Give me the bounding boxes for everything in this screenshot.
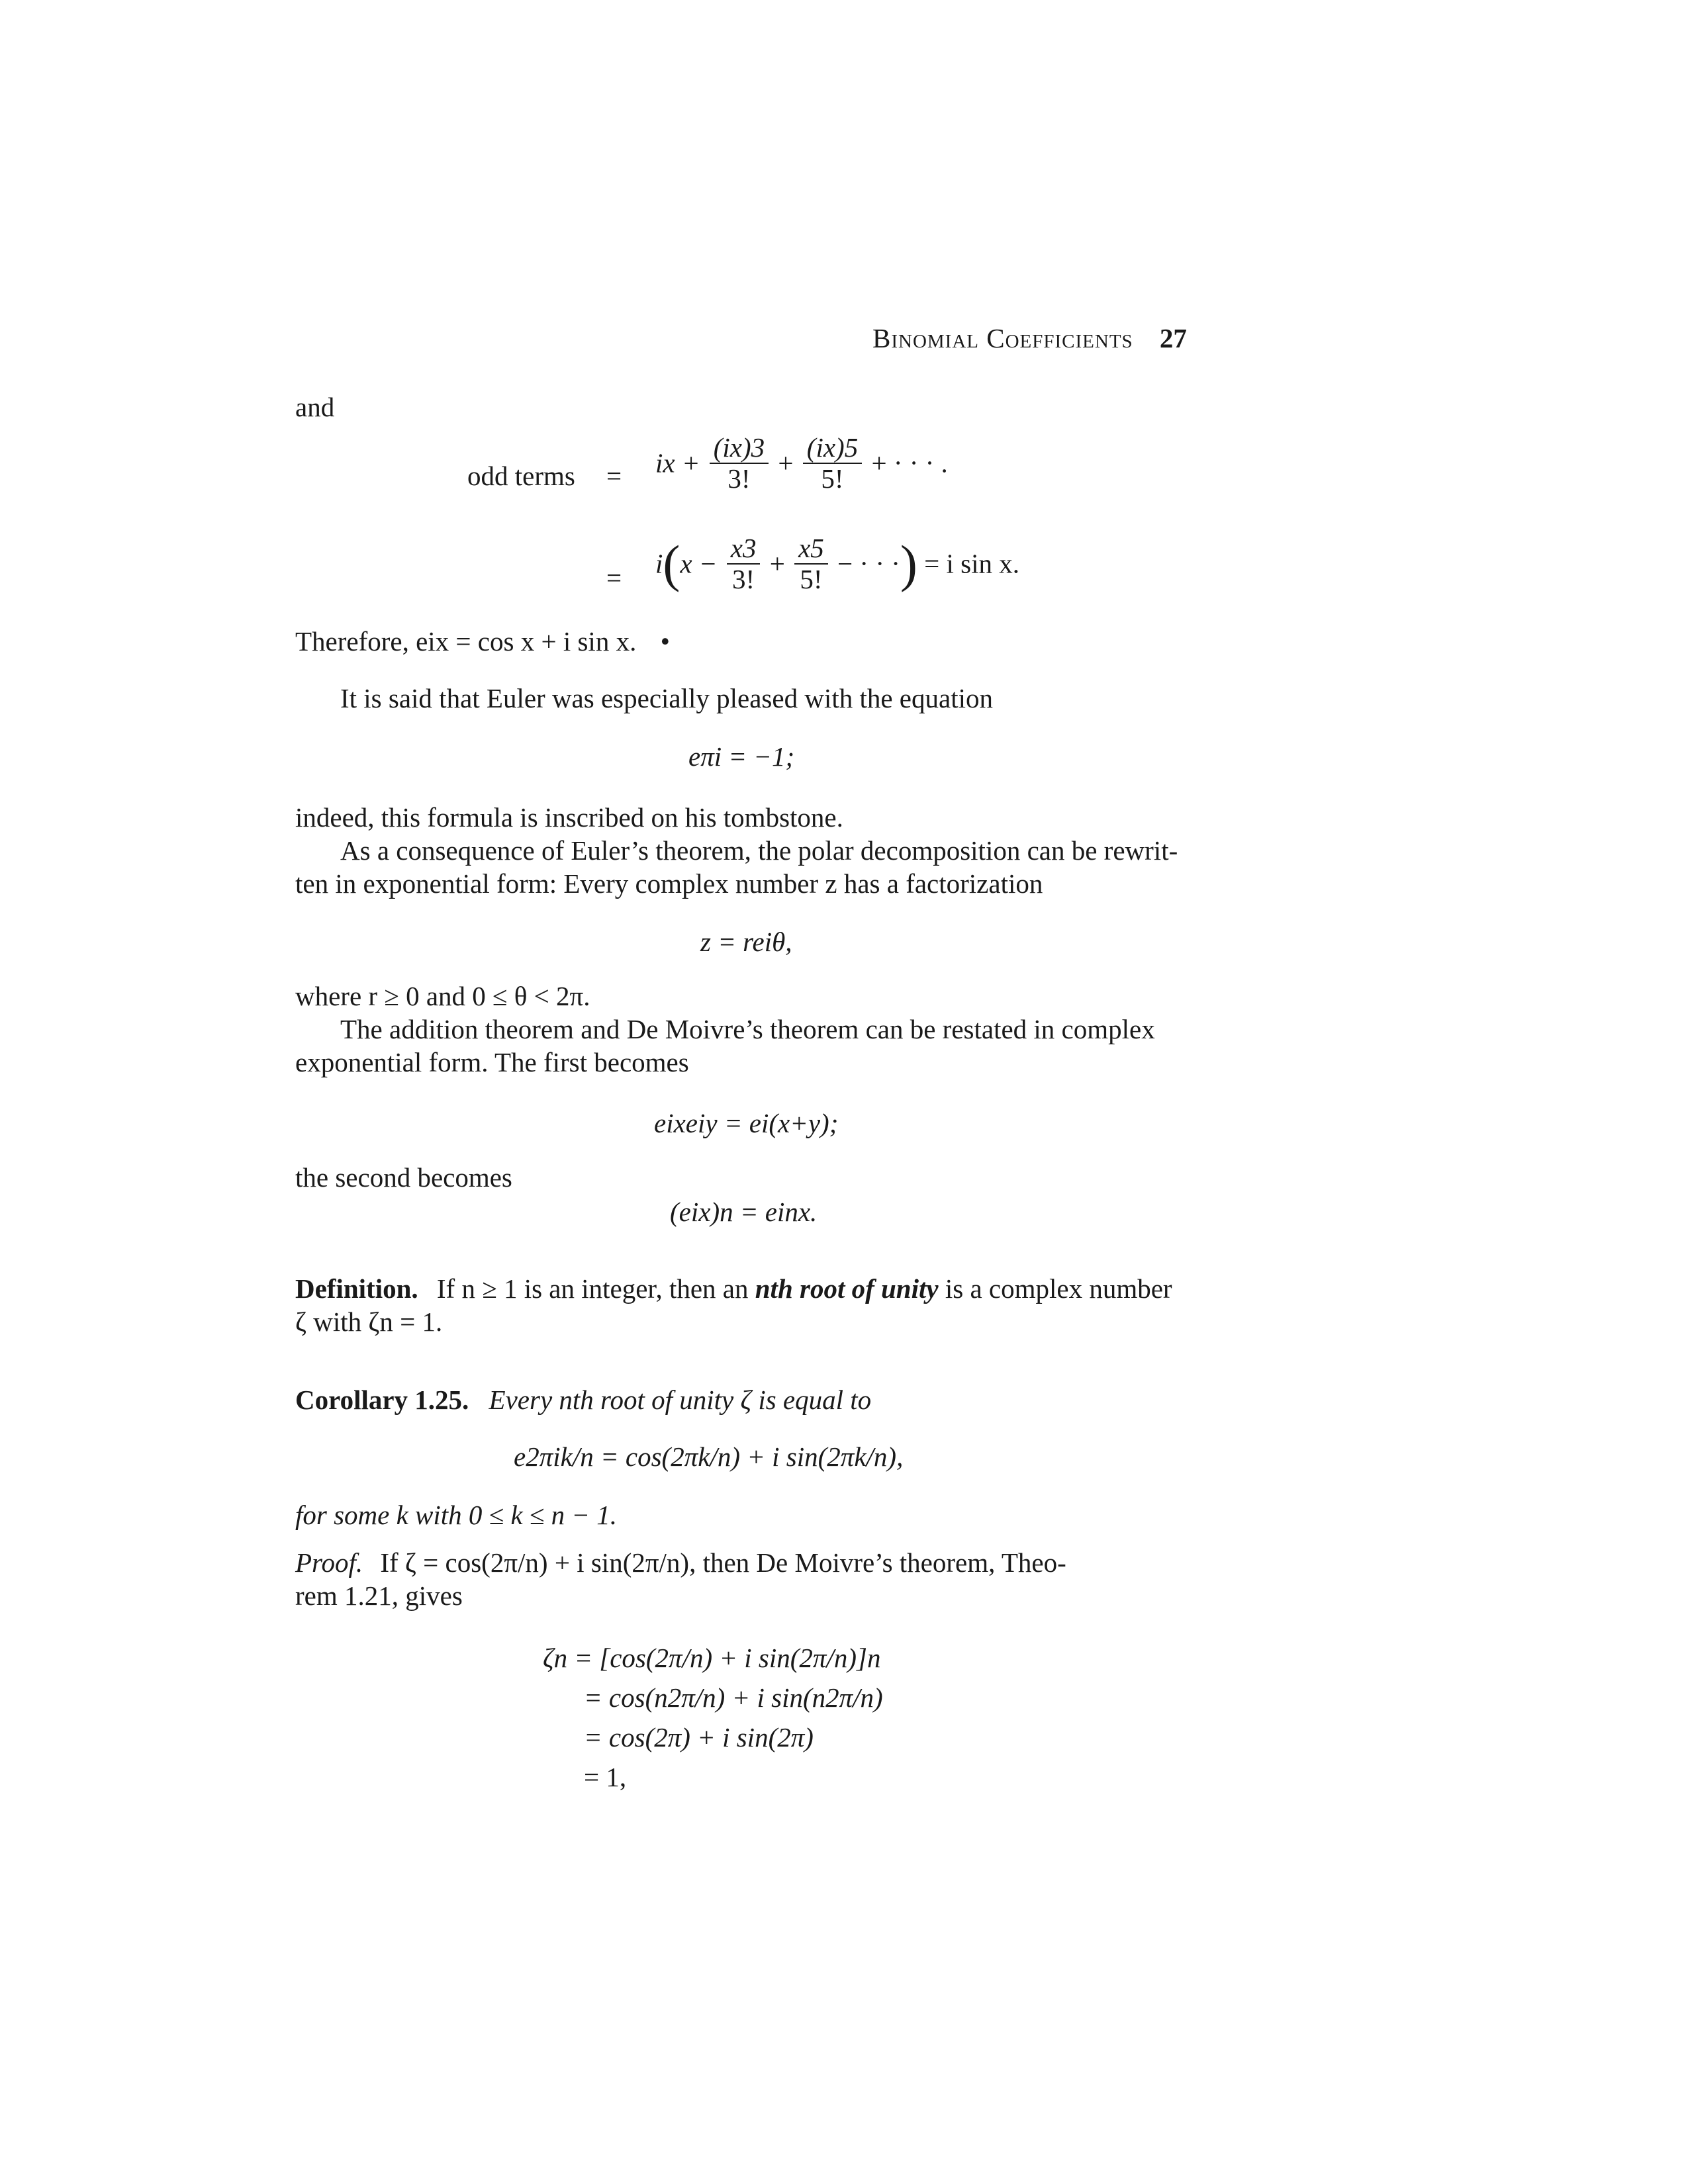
corollary-line — [295, 1383, 871, 1417]
therefore-line — [295, 625, 670, 659]
polar-equation: z = reiθ, — [700, 927, 792, 957]
polar-para-line1: As a consequence of Euler’s theorem, the polar decomposition can be rewrit- — [340, 835, 1178, 866]
definition-line2: ζ with ζn = 1. — [295, 1306, 443, 1337]
running-title: Binomial Coefficients — [872, 323, 1133, 353]
definition-label: Definition. — [295, 1273, 418, 1304]
intro-and: and — [295, 392, 335, 422]
proof-step-2: = cos(n2π/n) + i sin(n2π/n) — [584, 1682, 883, 1713]
frac-x3 — [727, 533, 761, 594]
series-tail: + · · · . — [871, 447, 948, 478]
odd-terms-label: odd terms — [467, 461, 575, 491]
proof-step-3: = cos(2π) + i sin(2π) — [584, 1722, 814, 1752]
polar-where: where r ≥ 0 and 0 ≤ θ < 2π. — [295, 981, 590, 1011]
page-number: 27 — [1159, 323, 1187, 353]
corollary-condition: for some k with 0 ≤ k ≤ n − 1. — [295, 1500, 618, 1530]
running-header — [872, 322, 1187, 355]
addition-equation: eixeiy = ei(x+y); — [654, 1108, 839, 1138]
end-of-proof-mark: • — [660, 626, 670, 657]
frac-x3-den: 3! — [727, 563, 761, 594]
tombstone-line: indeed, this formula is inscribed on his tombstone. — [295, 802, 843, 833]
euler-intro: It is said that Euler was especially pleased with the equation — [340, 683, 993, 713]
therefore-text: Therefore, eix = cos x + i sin x. — [295, 626, 637, 657]
ix-plus: ix + — [655, 447, 700, 478]
close-paren: ) — [900, 534, 917, 592]
addition-para-line1: The addition theorem and De Moivre’s theorem can be restated in complex — [340, 1014, 1155, 1044]
frac-x3-num: x3 — [730, 533, 757, 563]
i-sin-x: = i sin x. — [924, 548, 1019, 579]
frac-ix5-num: (ix)5 — [806, 432, 859, 463]
proof-line2: rem 1.21, gives — [295, 1580, 463, 1611]
plus-sign-2: + — [769, 548, 785, 579]
definition-post: is a complex number — [945, 1273, 1172, 1304]
frac-ix5-den: 5! — [803, 463, 862, 494]
definition-pre: If n ≥ 1 is an integer, then an — [436, 1273, 749, 1304]
definition-line1 — [295, 1272, 1172, 1306]
proof-step-1: ζn = [cos(2π/n) + i sin(2π/n)]n — [543, 1643, 881, 1673]
x-minus: x − — [680, 548, 718, 579]
odd-terms-line1 — [655, 433, 948, 494]
proof-text-1: If ζ = cos(2π/n) + i sin(2π/n), then De Moivre’s theorem, Theo- — [380, 1547, 1066, 1578]
proof-label: Proof. — [295, 1547, 363, 1578]
corollary-statement: Every nth root of unity ζ is equal to — [489, 1385, 872, 1415]
frac-x5-num: x5 — [798, 533, 824, 563]
odd-terms-line2 — [655, 533, 1019, 594]
definition-term: nth root of unity — [755, 1273, 939, 1304]
i-factor: i — [655, 548, 663, 579]
frac-ix3-den: 3! — [710, 463, 769, 494]
frac-ix5 — [803, 433, 862, 494]
polar-para-line2: ten in exponential form: Every complex number z has a factorization — [295, 868, 1043, 899]
proof-step-4: = 1, — [584, 1762, 627, 1792]
frac-ix3-num: (ix)3 — [713, 432, 765, 463]
addition-para-line2: exponential form. The first becomes — [295, 1047, 689, 1077]
de-moivre-equation: (eix)n = einx. — [670, 1197, 818, 1227]
frac-ix3 — [710, 433, 769, 494]
corollary-equation: e2πik/n = cos(2πk/n) + i sin(2πk/n), — [514, 1441, 904, 1472]
second-becomes: the second becomes — [295, 1162, 512, 1193]
frac-x5 — [794, 533, 828, 594]
euler-identity: eπi = −1; — [688, 741, 795, 772]
odd-terms-eq1: = — [606, 461, 622, 491]
proof-line1 — [295, 1546, 1066, 1580]
plus-sign: + — [778, 447, 794, 478]
minus-dots: − · · · — [837, 548, 900, 579]
odd-terms-eq2: = — [606, 563, 622, 593]
open-paren: ( — [663, 534, 680, 592]
frac-x5-den: 5! — [794, 563, 828, 594]
corollary-label: Corollary 1.25. — [295, 1385, 469, 1415]
